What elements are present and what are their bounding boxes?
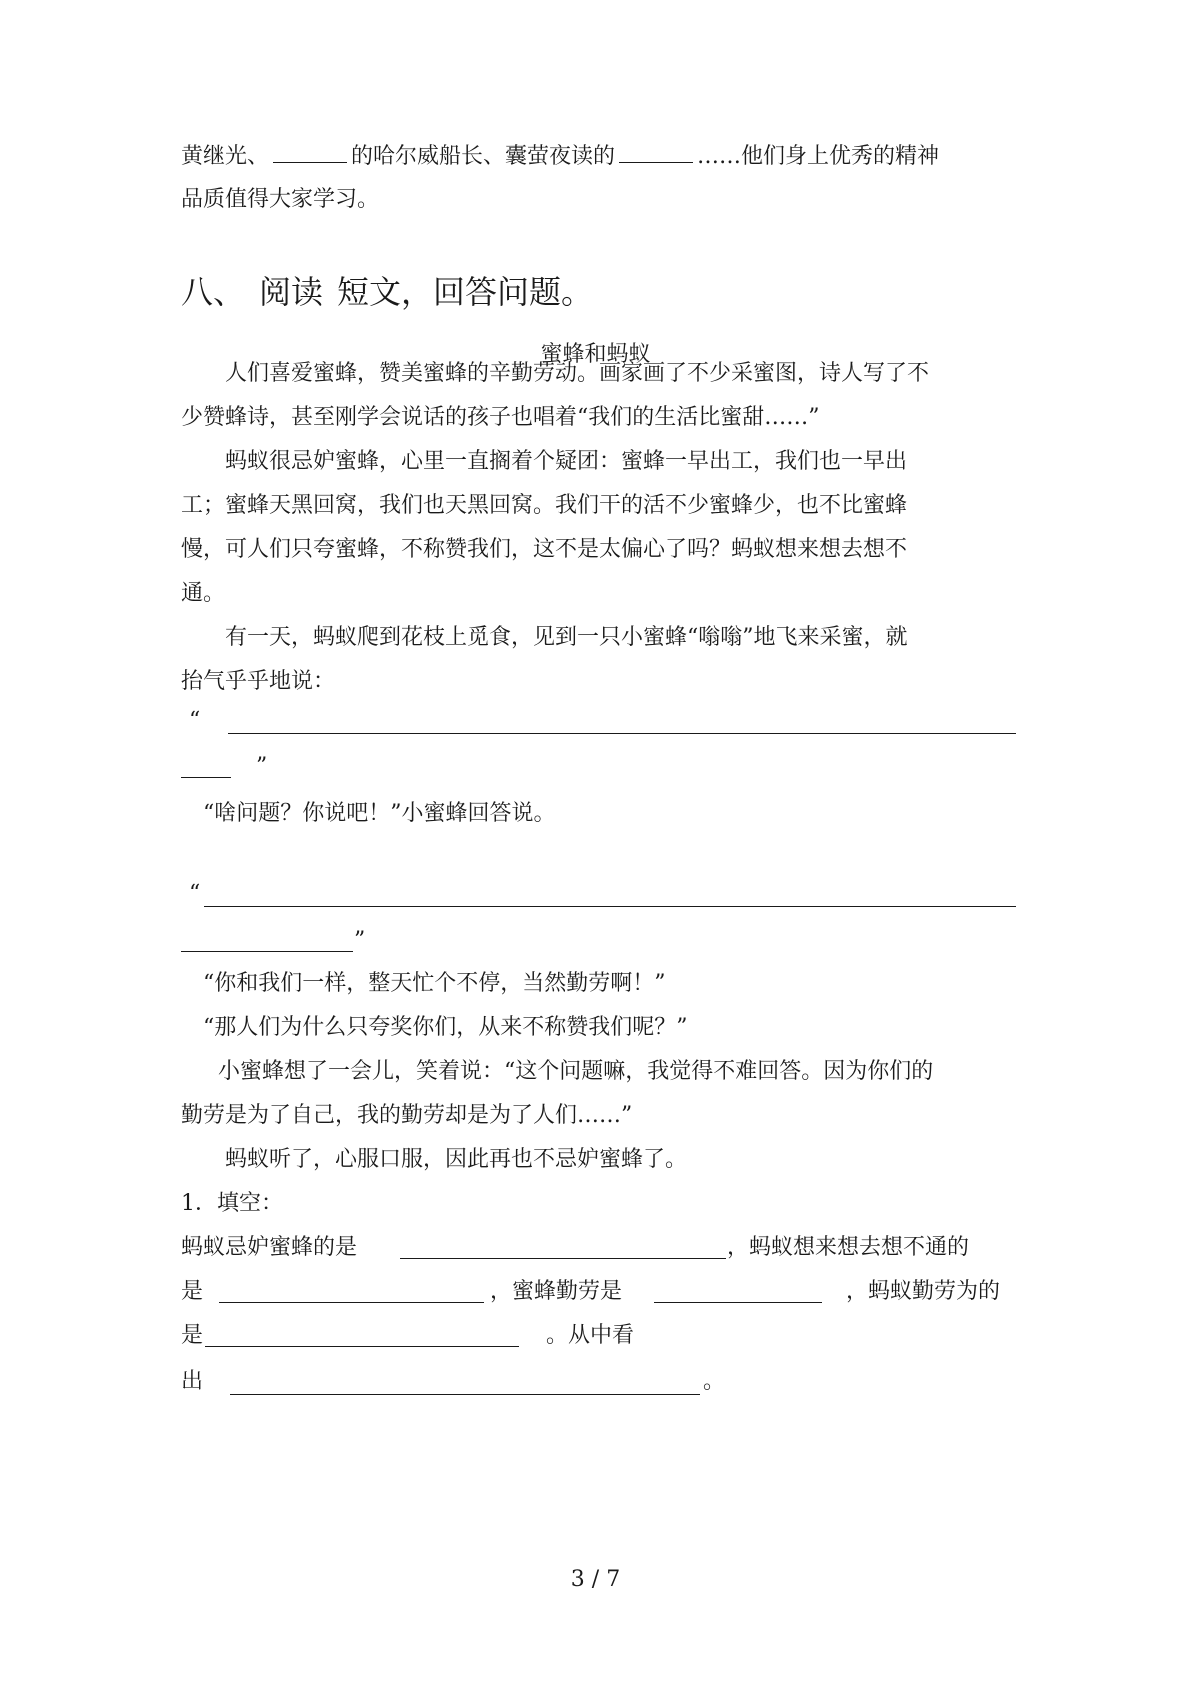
story-paragraph-2-line-1: 蚂蚁很忌妒蜜蜂，心里一直搁着个疑团：蜜蜂一早出工，我们也一早出	[225, 449, 908, 474]
section-heading-text: 短文，回答问题。	[337, 273, 594, 311]
story-paragraph-1-line-2: 少赞蜂诗，甚至刚学会说话的孩子也唱着“我们的生活比蜜甜……”	[181, 405, 820, 430]
story-paragraph-4-line-1: 小蜜蜂想了一会儿，笑着说：“这个问题嘛，我觉得不难回答。因为你们的	[218, 1059, 934, 1084]
question-1-text: 蚂蚁忌妒蜜蜂的是	[181, 1235, 358, 1260]
fill-blank[interactable]	[654, 1302, 822, 1303]
story-reply-2: “你和我们一样，整天忙个不停，当然勤劳啊！”	[203, 971, 666, 996]
story-reply-1: “啥问题？你说吧！”小蜜蜂回答说。	[203, 801, 556, 826]
fill-blank[interactable]	[219, 1302, 484, 1303]
story-paragraph-2-line-4: 通。	[181, 581, 226, 606]
section-heading-word: 阅读	[259, 273, 324, 311]
section-number: 八、	[181, 273, 246, 311]
fill-blank[interactable]	[273, 140, 347, 163]
prev-section-line-2: 品质值得大家学习。	[181, 187, 380, 212]
answer-line[interactable]	[204, 906, 1016, 907]
quote-open-mark: “	[189, 708, 201, 733]
story-reply-3: “那人们为什么只夸奖你们，从来不称赞我们呢？”	[203, 1015, 688, 1040]
story-paragraph-3-line-1: 有一天，蚂蚁爬到花枝上觅食，见到一只小蜜蜂“嗡嗡”地飞来采蜜，就	[225, 625, 908, 650]
story-paragraph-5: 蚂蚁听了，心服口服，因此再也不忌妒蜜蜂了。	[225, 1147, 688, 1172]
question-1-text: ，蚂蚁勤劳为的	[846, 1279, 1001, 1304]
text-fragment: ……他们身上优秀的精神	[697, 144, 940, 169]
text-fragment: 黄继光、	[181, 144, 270, 169]
question-1-label: 1．填空：	[181, 1191, 283, 1216]
story-paragraph-2-line-2: 工；蜜蜂天黑回窝，我们也天黑回窝。我们干的活不少蜜蜂少，也不比蜜蜂	[181, 493, 908, 518]
question-1-text: 。	[703, 1369, 726, 1394]
answer-line[interactable]	[181, 951, 353, 952]
fill-blank[interactable]	[400, 1258, 726, 1259]
quote-close-mark: ”	[354, 928, 366, 953]
section-heading	[181, 272, 607, 312]
fill-blank[interactable]	[619, 140, 693, 163]
question-1-text: 是	[181, 1323, 204, 1348]
question-1-text: 是	[181, 1279, 204, 1304]
question-1-text: 出	[181, 1369, 204, 1394]
quote-close-mark: ”	[256, 754, 268, 779]
story-paragraph-4-line-2: 勤劳是为了自己，我的勤劳却是为了人们……”	[181, 1103, 633, 1128]
answer-line[interactable]	[181, 777, 231, 778]
story-paragraph-3-line-2: 抬气乎乎地说：	[181, 669, 336, 694]
story-paragraph-2-line-3: 慢，可人们只夸蜜蜂，不称赞我们，这不是太偏心了吗？蚂蚁想来想去想不	[181, 537, 908, 562]
question-1-text: ，蜜蜂勤劳是	[490, 1279, 623, 1304]
answer-line[interactable]	[228, 733, 1016, 734]
fill-blank[interactable]	[230, 1394, 700, 1395]
text-fragment: 的哈尔威船长、囊萤夜读的	[351, 144, 616, 169]
page-number: 3 / 7	[570, 1567, 621, 1592]
question-1-text: 。从中看	[546, 1323, 635, 1348]
prev-section-line-1	[181, 140, 939, 172]
question-1-text: ，蚂蚁想来想去想不通的	[727, 1235, 970, 1260]
quote-open-mark: “	[189, 881, 201, 906]
story-paragraph-1-line-1: 人们喜爱蜜蜂，赞美蜜蜂的辛勤劳动。画家画了不少采蜜图，诗人写了不	[225, 361, 930, 386]
fill-blank[interactable]	[205, 1346, 519, 1347]
story-title: 蜜蜂和蚂蚁	[540, 342, 651, 367]
